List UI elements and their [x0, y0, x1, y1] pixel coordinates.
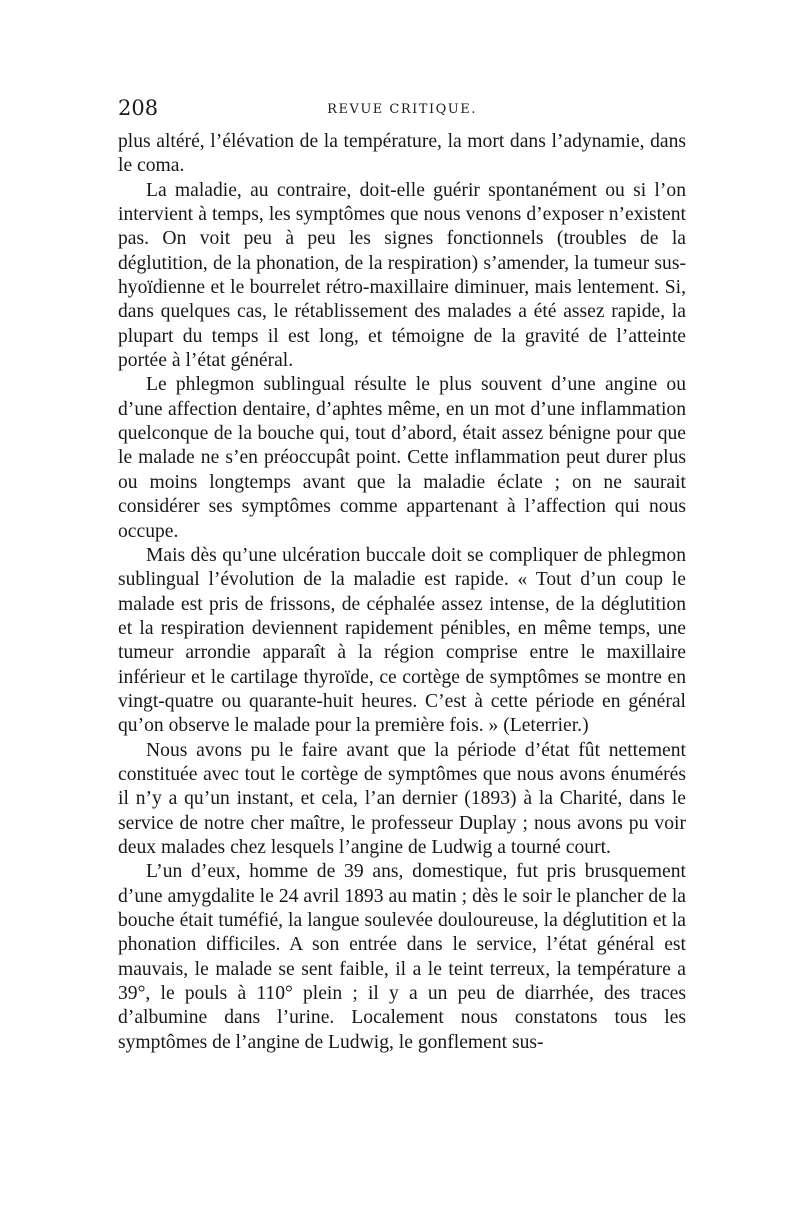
paragraph-sublingual-phlegmon: Le phlegmon sublingual résulte le plus souvent d’une angine ou d’une affection dentaire, d’aphtes même, en un mot d’une inflammation quelconque de la bouche qui, tout d’abord, était assez bénigne pour que le malade ne s’en préoccupât point. Cette inflammation peut durer plus ou moins longtemps avant que la maladie éclate ; on ne saurait considérer ses symptômes comme appartenant à l’affection qui nous occupe. — [118, 374, 686, 542]
body-text — [118, 130, 686, 1055]
page-number: 208 — [118, 96, 159, 120]
paragraph-case-report: L’un d’eux, homme de 39 ans, domestique, fut pris brusquement d’une amygdalite le 24 avril 1893 au matin ; dès le soir le plancher de la bouche était tuméfié, la langue soulevée douloureuse, la déglutition et la phonation difficiles. A son entrée dans le service, l’état général est mauvais, le malade se sent faible, il a le teint terreux, la température a 39°, le pouls à 110° plein ; il y a un peu de diarrhée, des traces d’albumine dans l’urine. Localement nous constatons tous les symptômes de l’angine de Ludwig, le gonflement sus- — [118, 861, 686, 1053]
running-head: REVUE CRITIQUE. — [327, 102, 477, 117]
paragraph-recovery: La maladie, au contraire, doit-elle guérir spontanément ou si l’on intervient à temps, les symptômes que nous venons d’exposer n’existent pas. On voit peu à peu les signes fonctionnels (troubles de la déglutition, de la phonation, de la respiration) s’amender, la tumeur sus-hyoïdienne et le bourrelet rétro-maxillaire diminuer, mais lentement. Si, dans quelques cas, le rétablissement des malades a été assez rapide, la plupart du temps il est long, et témoigne de la gravité de l’atteinte portée à l’état général. — [118, 179, 686, 372]
page-header — [118, 96, 686, 124]
paragraph-rapid-evolution: Mais dès qu’une ulcération buccale doit se compliquer de phlegmon sublingual l’évolution de la maladie est rapide. « Tout d’un coup le malade est pris de frissons, de céphalée assez intense, de la déglutition et la respiration deviennent rapidement pénibles, en même temps, une tumeur arrondie apparaît à la région comprise entre le maxillaire inférieur et le cartilage thyroïde, ce cortège de symptômes se montre en vingt-quatre ou quarante-huit heures. C’est à cette période en général qu’on observe le malade pour la première fois. » (Leterrier.) — [118, 544, 686, 737]
paragraph-charite-observation: Nous avons pu le faire avant que la période d’état fût nettement constituée avec tout le cortège de symptômes que nous avons énumérés il n’y a qu’un instant, et cela, l’an dernier (1893) à la Charité, dans le service de notre cher maître, le professeur Duplay ; nous avons pu voir deux malades chez lesquels l’angine de Ludwig a tourné court. — [118, 739, 686, 858]
paragraph-continuation: plus altéré, l’élévation de la température, la mort dans l’adynamie, dans le coma. — [118, 131, 686, 177]
